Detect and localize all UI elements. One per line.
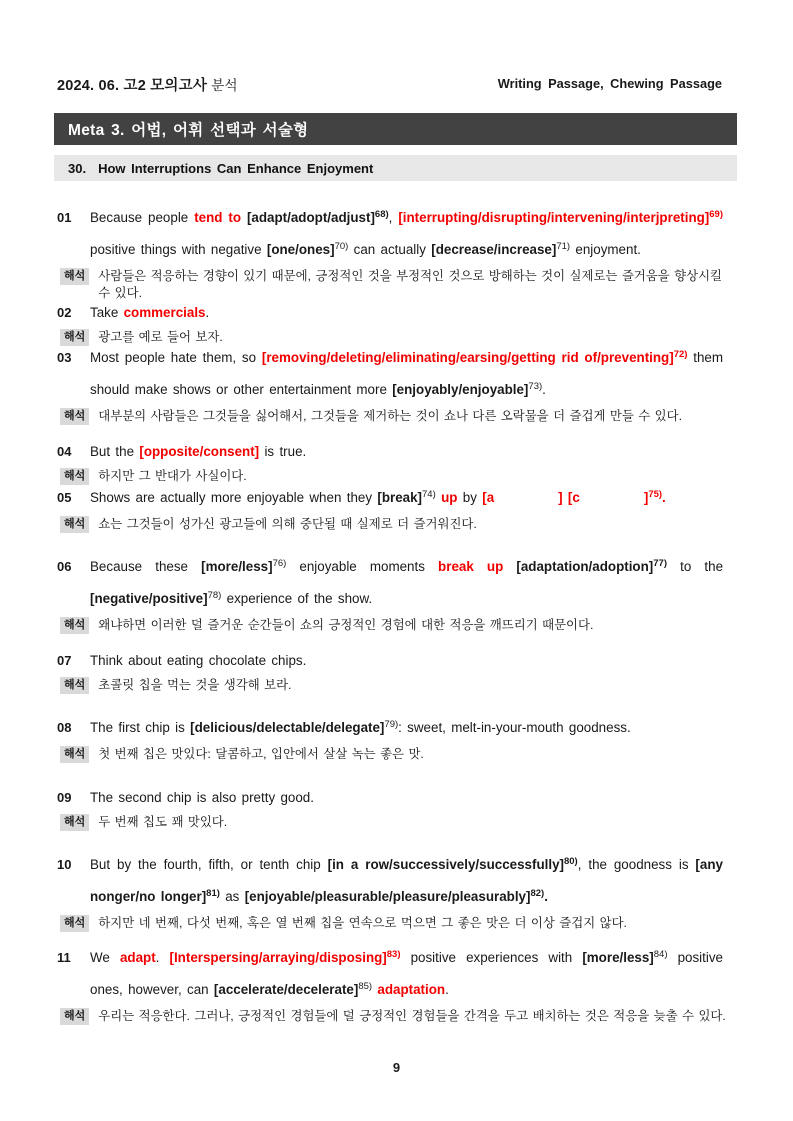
item-number: 06 xyxy=(57,559,72,574)
translation-text: 하지만 네 번째, 다섯 번째, 혹은 열 번째 칩을 연속으로 먹으면 그 좋은 맛은 더 이상 즐겁지 않다. xyxy=(98,916,627,930)
passage-item xyxy=(54,552,737,634)
item-text: But by the fourth, fifth, or tenth chip [in a row/successively/successfully]$^{80)}$, the goodness is [any nonger/no longer]$^{81)}$ as [enjoyable/pleasurable/pleasure/pleasurably]$^{82)}$. xyxy=(90,856,723,904)
translation-chip: 해석 xyxy=(60,814,89,831)
translation-text: 우리는 적응한다. 그러나, 긍정적인 경험들에 덜 긍정적인 경험들을 간격을 두고 배치하는 것은 적응을 늦출 수 있다. xyxy=(98,1009,726,1023)
translation-chip: 해석 xyxy=(60,677,89,694)
translation-text: 초콜릿 칩을 먹는 것을 생각해 보라. xyxy=(98,678,292,692)
doc-title-main: 2024. 06. 고2 모의고사 xyxy=(57,78,208,94)
translation-row xyxy=(54,1008,737,1025)
item-text: Take commercials. xyxy=(90,305,210,320)
translation-chip: 해석 xyxy=(60,468,89,485)
item-text: The first chip is [delicious/delectable/delegate]$^{79)}$: sweet, melt-in-your-mouth goodness. xyxy=(90,719,631,735)
item-text: But the [opposite/consent] is true. xyxy=(90,444,307,459)
translation-chip: 해석 xyxy=(60,915,89,932)
translation-text: 두 번째 칩도 꽤 맛있다. xyxy=(98,815,228,829)
doc-title xyxy=(57,78,238,94)
translation-chip: 해석 xyxy=(60,516,89,533)
item-number: 05 xyxy=(57,490,72,505)
item-number: 07 xyxy=(57,653,72,668)
passage-item xyxy=(54,783,737,831)
translation-chip: 해석 xyxy=(60,408,89,425)
translation-text: 대부분의 사람들은 그것들을 싫어해서, 그것들을 제거하는 것이 쇼나 다른 오락물을 더 즐겁게 만들 수 있다. xyxy=(98,409,683,423)
item-number: 01 xyxy=(57,210,72,225)
translation-row xyxy=(54,408,737,425)
translation-row xyxy=(54,516,737,533)
item-text: The second chip is also pretty good. xyxy=(90,790,314,805)
item-text: Think about eating chocolate chips. xyxy=(90,653,307,668)
item-number: 09 xyxy=(57,790,72,805)
translation-text: 첫 번째 칩은 맛있다: 달콤하고, 입안에서 살살 녹는 좋은 맛. xyxy=(98,747,424,761)
passage-item xyxy=(54,298,737,346)
translation-text: 광고를 예로 들어 보자. xyxy=(98,330,223,344)
passage-number: 30. xyxy=(68,160,87,176)
item-number: 08 xyxy=(57,720,72,735)
passage-item xyxy=(54,943,737,1025)
translation-chip: 해석 xyxy=(60,268,89,285)
passage-item xyxy=(54,437,737,485)
passage-section-bar xyxy=(54,155,737,181)
item-text: Most people hate them, so [removing/deleting/eliminating/earsing/getting rid of/preventing]$^{72)}$ them should make shows or other entertainment more [enjoyably/enjoyable]$^{73)}$. xyxy=(90,349,723,397)
item-number: 10 xyxy=(57,857,72,872)
translation-chip: 해석 xyxy=(60,1008,89,1025)
item-text: Shows are actually more enjoyable when they [break]$^{74)}$ up by [a ] [c ]$^{75)}$. xyxy=(90,489,666,505)
doc-title-suffix: 분석 xyxy=(211,78,238,93)
passage-item xyxy=(54,483,737,533)
translation-chip: 해석 xyxy=(60,746,89,763)
translation-text: 사람들은 적응하는 경향이 있기 때문에, 긍정적인 것을 부정적인 것으로 방해하는 것이 실제로는 즐거움을 향상시킬 수 있다. xyxy=(98,269,723,300)
meta-section-bar xyxy=(54,113,737,145)
item-number: 11 xyxy=(57,950,71,965)
translation-row xyxy=(54,746,737,763)
translation-row xyxy=(54,617,737,634)
translation-row xyxy=(54,677,737,694)
translation-row xyxy=(54,268,737,302)
translation-text: 하지만 그 반대가 사실이다. xyxy=(98,469,247,483)
item-number: 02 xyxy=(57,305,72,320)
passage-item xyxy=(54,713,737,763)
translation-text: 쇼는 그것들이 성가신 광고들에 의해 중단될 때 실제로 더 즐거워진다. xyxy=(98,517,477,531)
passage-title: How Interruptions Can Enhance Enjoyment xyxy=(98,160,374,176)
meta-section-title: Meta 3. 어법, 어휘 선택과 서술형 xyxy=(68,122,309,139)
item-number: 03 xyxy=(57,350,72,365)
passage-item xyxy=(54,343,737,425)
page-number: 9 xyxy=(392,1060,401,1075)
passage-item xyxy=(54,850,737,932)
passage-item xyxy=(54,203,737,302)
translation-row xyxy=(54,915,737,932)
item-text: We adapt. [Interspersing/arraying/disposing]$^{83)}$ positive experiences with [more/less]$^{84)}$ positive ones, however, can [accelerate/decelerate]$^{85)}$ adaptation. xyxy=(90,949,723,997)
translation-row xyxy=(54,814,737,831)
translation-chip: 해석 xyxy=(60,329,89,346)
item-text: Because these [more/less]$^{76)}$ enjoyable moments break up [adaptation/adoption]$^{77)}$ to the [negative/positive]$^{78)}$ experience of the show. xyxy=(90,558,724,606)
translation-chip: 해석 xyxy=(60,617,89,634)
item-number: 04 xyxy=(57,444,72,459)
page-header xyxy=(57,74,722,94)
header-passage-label: Writing Passage, Chewing Passage xyxy=(497,76,722,91)
translation-text: 왜냐하면 이러한 덜 즐거운 순간들이 쇼의 긍정적인 경험에 대한 적응을 깨뜨리기 때문이다. xyxy=(98,618,594,632)
passage-item xyxy=(54,646,737,694)
item-text: Because people tend to [adapt/adopt/adjust]$^{68)}$, [interrupting/disrupting/intervening/interjpreting]$^{69)}$ positive things with negative [one/ones]$^{70)}$ can actually [decrease/increase]$^{71)}$ enjoyment. xyxy=(90,209,723,257)
